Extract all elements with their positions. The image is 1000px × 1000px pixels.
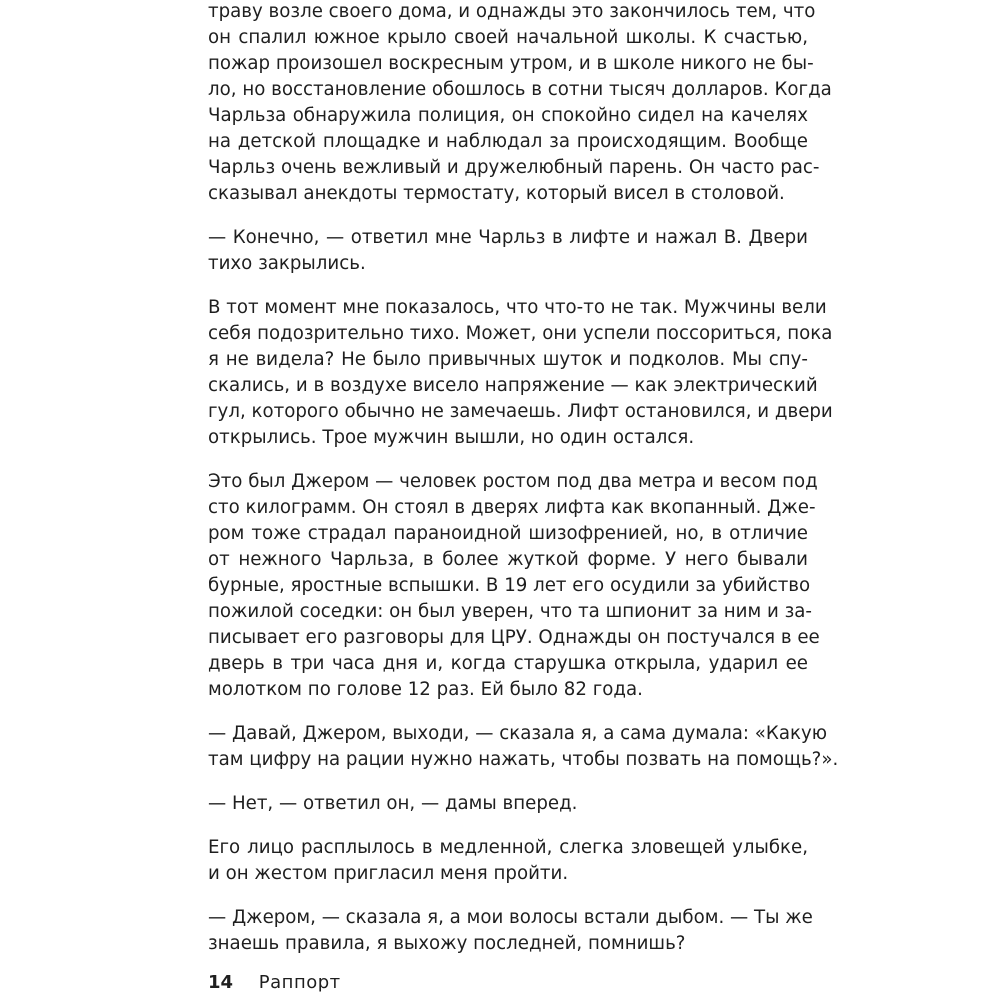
text-line: — Конечно, — ответил мне Чарльз в лифте и нажал B. Двери [208,227,808,248]
paragraph [208,225,808,277]
text-line: сказывал анекдоты термостату, который висел в столовой. [208,183,785,204]
text-line: и он жестом пригласил меня пройти. [208,863,569,884]
text-line: бурные, яростные вспышки. В 19 лет его осудили за убийство [208,575,811,596]
text-line: писывает его разговоры для ЦРУ. Однажды он постучался в ее [208,627,820,648]
text-line: — Давай, Джером, выходи, — сказала я, а сама думала: «Какую [208,723,828,744]
text-line: пожилой соседки: он был уверен, что та шпионит за ним и за- [208,601,812,622]
text-line: Это был Джером — человек ростом под два метра и весом под [208,471,818,492]
text-line: пожар произошел воскресным утром, и в школе никого не бы- [208,53,814,74]
text-line: на детской площадке и наблюдал за происходящим. Вообще [208,131,808,152]
paragraph-gap [208,703,808,721]
text-line: Чарльза обнаружила полиция, он спокойно сидел на качелях [208,105,808,126]
text-line: тихо закрылись. [208,253,366,274]
text-line: траву возле своего дома, и однажды это закончилось тем, что [208,1,816,22]
text-line: дверь в три часа дня и, когда старушка открыла, ударил ее [208,653,808,674]
page-body [208,0,839,1000]
paragraph-gap [208,887,808,905]
paragraph [208,835,808,887]
text-line: — Джером, — сказала я, а мои волосы встали дыбом. — Ты же [208,907,813,928]
paragraph [208,295,833,451]
text-line: я не видела? Не было привычных шуток и подколов. Мы спу- [208,349,808,370]
text-line: Чарльз очень вежливый и дружелюбный парень. Он часто рас- [208,157,820,178]
paragraph-gap [208,451,808,469]
running-title: Раппорт [258,972,341,993]
text-line: ром тоже страдал параноидной шизофренией, но, в отличие [208,523,808,544]
paragraph [208,0,832,207]
paragraph [208,905,813,957]
text-line: от нежного Чарльза, в более жуткой форме. У него бывали [208,549,808,570]
text-line: гул, которого обычно не замечаешь. Лифт остановился, и двери [208,401,833,422]
text-line: там цифру на рации нужно нажать, чтобы позвать на помощь?». [208,749,839,770]
paragraph [208,791,808,817]
text-line: открылись. Трое мужчин вышли, но один остался. [208,427,695,448]
page-footer [208,970,341,996]
text-line: В тот момент мне показалось, что что-то не так. Мужчины вели [208,297,827,318]
paragraph-gap [208,817,808,835]
paragraph-gap [208,277,808,295]
paragraph [208,469,820,703]
text-line: молотком по голове 12 раз. Ей было 82 года. [208,679,643,700]
text-line: сто килограмм. Он стоял в дверях лифта как вкопанный. Дже- [208,497,816,518]
text-line: ло, но восстановление обошлось в сотни тысяч долларов. Когда [208,79,832,100]
text-line: Его лицо расплылось в медленной, слегка зловещей улыбке, [208,837,808,858]
text-line: себя подозрительно тихо. Может, они успели поссориться, пока [208,323,833,344]
text-line: он спалил южное крыло своей начальной школы. К счастью, [208,27,808,48]
text-line: — Нет, — ответил он, — дамы вперед. [208,793,578,814]
paragraph-gap [208,207,808,225]
text-line: знаешь правила, я выхожу последней, помнишь? [208,933,686,954]
paragraph-gap [208,773,808,791]
paragraph [208,721,839,773]
page-number: 14 [208,972,234,993]
text-line: скались, и в воздухе висело напряжение — как электрический [208,375,818,396]
